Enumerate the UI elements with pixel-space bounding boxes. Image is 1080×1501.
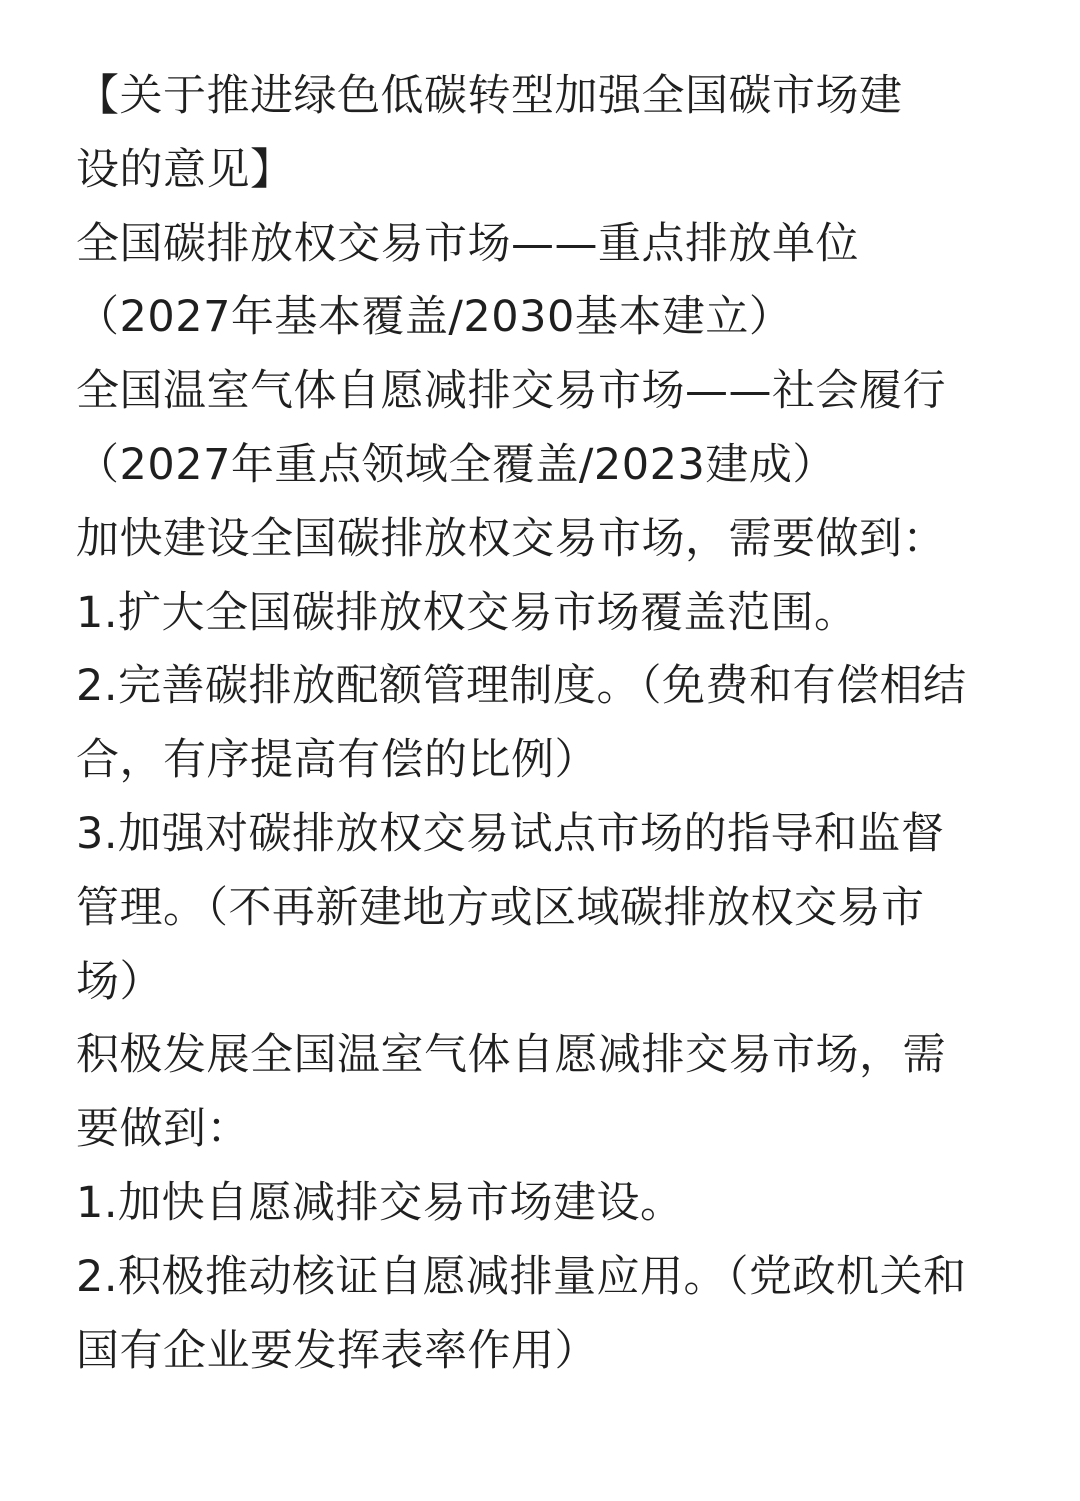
note-text xyxy=(76,60,1051,1388)
list-item: 1.加快自愿减排交易市场建设。 xyxy=(76,1177,684,1228)
text-line: 全国碳排放权交易市场——重点排放单位 xyxy=(76,218,859,269)
list-item: 3.加强对碳排放权交易试点市场的指导和监督 xyxy=(76,808,945,859)
text-line: 全国温室气体自愿减排交易市场——社会履行 xyxy=(76,366,946,417)
list-item-continuation: 管理。（不再新建地方或区域碳排放权交易市 xyxy=(76,882,925,933)
section-heading: 积极发展全国温室气体自愿减排交易市场，需 xyxy=(76,1030,946,1081)
heading-line-2: 设的意见】 xyxy=(76,144,294,195)
section-heading: 加快建设全国碳排放权交易市场，需要做到： xyxy=(76,513,946,564)
section-heading-continuation: 要做到： xyxy=(76,1104,250,1155)
text-line: （2027年重点领域全覆盖/2023建成） xyxy=(76,439,836,490)
list-item: 1.扩大全国碳排放权交易市场覆盖范围。 xyxy=(76,587,858,638)
heading-line-1: 【关于推进绿色低碳转型加强全国碳市场建 xyxy=(76,71,903,121)
list-item: 2.完善碳排放配额管理制度。（免费和有偿相结 xyxy=(76,661,967,712)
list-item-continuation: 国有企业要发挥表率作用） xyxy=(76,1325,598,1376)
list-item-continuation: 场） xyxy=(76,956,163,1007)
list-item-continuation: 合，有序提高有偿的比例） xyxy=(76,735,598,786)
list-item: 2.积极推动核证自愿减排量应用。（党政机关和 xyxy=(76,1251,967,1302)
text-line: （2027年基本覆盖/2030基本建立） xyxy=(76,292,793,343)
